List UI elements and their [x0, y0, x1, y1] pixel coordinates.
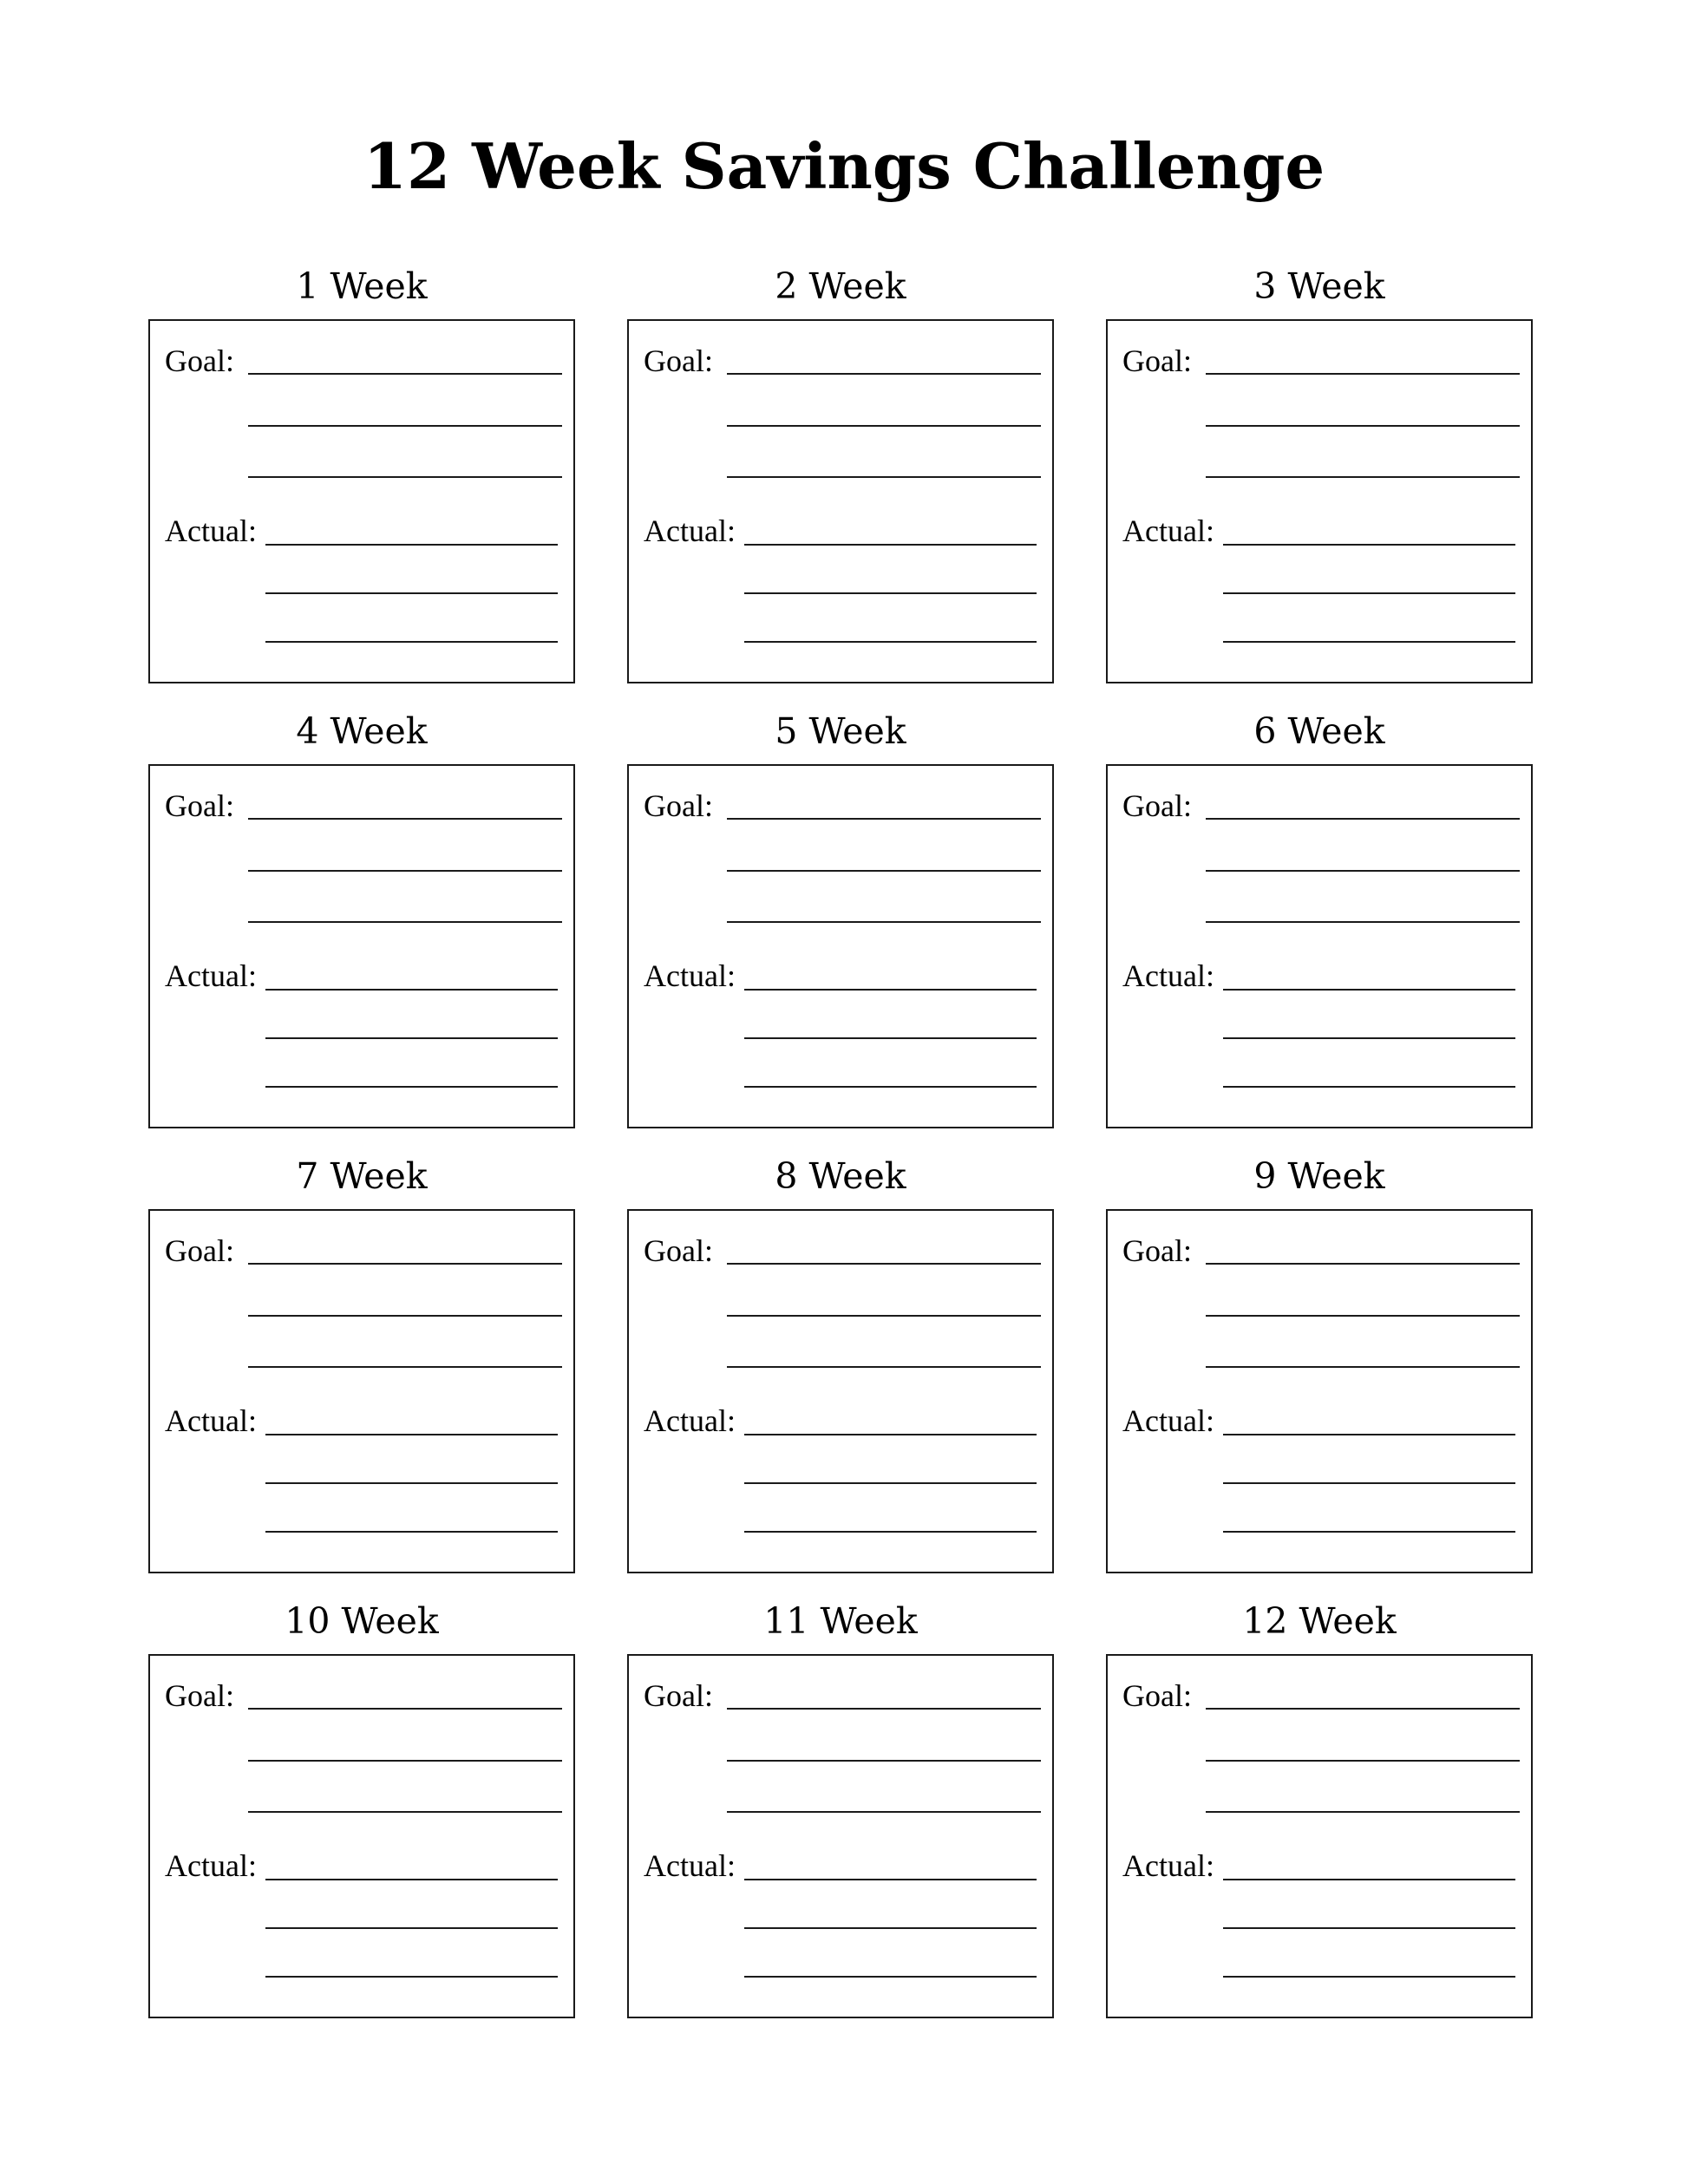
actual-write-line[interactable] — [1223, 592, 1515, 594]
week-heading: 1 Week — [296, 265, 428, 307]
goal-write-line[interactable] — [727, 476, 1041, 478]
week-box — [627, 319, 1054, 683]
goal-label: Goal: — [1122, 1233, 1192, 1268]
actual-write-line[interactable] — [744, 1976, 1037, 1978]
week-box — [148, 319, 575, 683]
actual-write-line[interactable] — [265, 592, 558, 594]
week-box — [148, 1209, 575, 1573]
week-card — [1106, 709, 1533, 1098]
actual-write-line[interactable] — [1223, 989, 1515, 991]
week-box — [1106, 764, 1533, 1128]
goal-write-line[interactable] — [1206, 818, 1520, 820]
page-title: 12 Week Savings Challenge — [363, 129, 1325, 203]
actual-label: Actual: — [1122, 1403, 1214, 1438]
goal-write-line[interactable] — [248, 476, 562, 478]
actual-write-line[interactable] — [744, 1927, 1037, 1929]
goal-write-line[interactable] — [248, 373, 562, 375]
goal-write-line[interactable] — [248, 1708, 562, 1710]
goal-label: Goal: — [165, 1678, 234, 1713]
goal-write-line[interactable] — [1206, 1366, 1520, 1368]
goal-write-line[interactable] — [727, 425, 1041, 427]
week-card — [148, 1154, 575, 1543]
goal-label: Goal: — [165, 788, 234, 823]
actual-write-line[interactable] — [1223, 544, 1515, 546]
week-heading: 11 Week — [763, 1600, 918, 1642]
week-card — [1106, 1154, 1533, 1543]
week-card — [627, 1599, 1054, 1988]
actual-label: Actual: — [165, 1848, 257, 1883]
week-box — [148, 764, 575, 1128]
actual-label: Actual: — [1122, 513, 1214, 548]
goal-write-line[interactable] — [727, 1708, 1041, 1710]
actual-label: Actual: — [165, 958, 257, 993]
goal-write-line[interactable] — [727, 1760, 1041, 1762]
actual-write-line[interactable] — [744, 989, 1037, 991]
actual-label: Actual: — [644, 1403, 736, 1438]
week-heading: 9 Week — [1253, 1155, 1385, 1197]
week-card — [1106, 1599, 1533, 1988]
week-heading: 12 Week — [1242, 1600, 1397, 1642]
actual-write-line[interactable] — [1223, 641, 1515, 643]
week-card — [627, 265, 1054, 653]
goal-write-line[interactable] — [248, 818, 562, 820]
goal-write-line[interactable] — [1206, 373, 1520, 375]
actual-write-line[interactable] — [1223, 1879, 1515, 1880]
actual-write-line[interactable] — [1223, 1927, 1515, 1929]
week-card — [148, 709, 575, 1098]
actual-label: Actual: — [1122, 1848, 1214, 1883]
goal-label: Goal: — [644, 788, 713, 823]
actual-write-line[interactable] — [744, 1086, 1037, 1088]
actual-write-line[interactable] — [265, 1434, 558, 1435]
goal-write-line[interactable] — [248, 1263, 562, 1265]
actual-label: Actual: — [644, 958, 736, 993]
week-heading: 2 Week — [775, 265, 906, 307]
actual-write-line[interactable] — [265, 1531, 558, 1533]
goal-write-line[interactable] — [727, 373, 1041, 375]
actual-write-line[interactable] — [1223, 1482, 1515, 1484]
goal-label: Goal: — [644, 1678, 713, 1713]
actual-write-line[interactable] — [744, 1879, 1037, 1880]
week-card — [627, 1154, 1054, 1543]
goal-write-line[interactable] — [248, 425, 562, 427]
week-box — [1106, 1654, 1533, 2018]
week-card — [1106, 265, 1533, 653]
goal-write-line[interactable] — [727, 1366, 1041, 1368]
actual-label: Actual: — [165, 1403, 257, 1438]
goal-write-line[interactable] — [727, 921, 1041, 923]
week-heading: 3 Week — [1253, 265, 1385, 307]
week-heading: 6 Week — [1253, 710, 1385, 752]
goal-write-line[interactable] — [1206, 1811, 1520, 1813]
actual-write-line[interactable] — [1223, 1434, 1515, 1435]
actual-write-line[interactable] — [265, 1037, 558, 1039]
week-box — [627, 1654, 1054, 2018]
goal-write-line[interactable] — [1206, 1760, 1520, 1762]
actual-write-line[interactable] — [744, 544, 1037, 546]
week-heading: 7 Week — [296, 1155, 428, 1197]
actual-write-line[interactable] — [265, 544, 558, 546]
goal-label: Goal: — [1122, 788, 1192, 823]
actual-write-line[interactable] — [744, 1531, 1037, 1533]
actual-write-line[interactable] — [265, 989, 558, 991]
week-heading: 5 Week — [775, 710, 906, 752]
actual-write-line[interactable] — [265, 1482, 558, 1484]
goal-write-line[interactable] — [1206, 1263, 1520, 1265]
goal-write-line[interactable] — [1206, 425, 1520, 427]
actual-label: Actual: — [644, 513, 736, 548]
actual-write-line[interactable] — [265, 1086, 558, 1088]
actual-write-line[interactable] — [1223, 1037, 1515, 1039]
goal-write-line[interactable] — [1206, 1315, 1520, 1317]
actual-write-line[interactable] — [265, 1879, 558, 1880]
week-box — [1106, 319, 1533, 683]
goal-write-line[interactable] — [727, 1263, 1041, 1265]
goal-write-line[interactable] — [1206, 476, 1520, 478]
goal-write-line[interactable] — [727, 818, 1041, 820]
goal-write-line[interactable] — [248, 1315, 562, 1317]
week-box — [148, 1654, 575, 2018]
goal-label: Goal: — [1122, 1678, 1192, 1713]
week-box — [1106, 1209, 1533, 1573]
week-box — [627, 764, 1054, 1128]
goal-write-line[interactable] — [727, 1315, 1041, 1317]
actual-write-line[interactable] — [744, 1434, 1037, 1435]
goal-write-line[interactable] — [248, 1811, 562, 1813]
actual-write-line[interactable] — [1223, 1976, 1515, 1978]
goal-write-line[interactable] — [727, 1811, 1041, 1813]
goal-write-line[interactable] — [248, 1760, 562, 1762]
goal-label: Goal: — [1122, 343, 1192, 378]
actual-write-line[interactable] — [1223, 1531, 1515, 1533]
goal-label: Goal: — [165, 1233, 234, 1268]
goal-write-line[interactable] — [248, 870, 562, 872]
goal-write-line[interactable] — [248, 921, 562, 923]
goal-label: Goal: — [644, 343, 713, 378]
actual-write-line[interactable] — [744, 592, 1037, 594]
actual-write-line[interactable] — [265, 641, 558, 643]
week-heading: 10 Week — [285, 1600, 439, 1642]
goal-write-line[interactable] — [248, 1366, 562, 1368]
goal-label: Goal: — [644, 1233, 713, 1268]
goal-write-line[interactable] — [1206, 870, 1520, 872]
week-box — [627, 1209, 1054, 1573]
week-card — [627, 709, 1054, 1098]
actual-label: Actual: — [165, 513, 257, 548]
goal-write-line[interactable] — [1206, 1708, 1520, 1710]
week-heading: 4 Week — [296, 710, 428, 752]
actual-write-line[interactable] — [1223, 1086, 1515, 1088]
actual-label: Actual: — [644, 1848, 736, 1883]
actual-write-line[interactable] — [265, 1927, 558, 1929]
week-card — [148, 265, 575, 653]
goal-write-line[interactable] — [727, 870, 1041, 872]
goal-write-line[interactable] — [1206, 921, 1520, 923]
actual-write-line[interactable] — [744, 1482, 1037, 1484]
actual-write-line[interactable] — [744, 641, 1037, 643]
goal-label: Goal: — [165, 343, 234, 378]
actual-label: Actual: — [1122, 958, 1214, 993]
actual-write-line[interactable] — [744, 1037, 1037, 1039]
week-heading: 8 Week — [775, 1155, 906, 1197]
actual-write-line[interactable] — [265, 1976, 558, 1978]
week-card — [148, 1599, 575, 1988]
